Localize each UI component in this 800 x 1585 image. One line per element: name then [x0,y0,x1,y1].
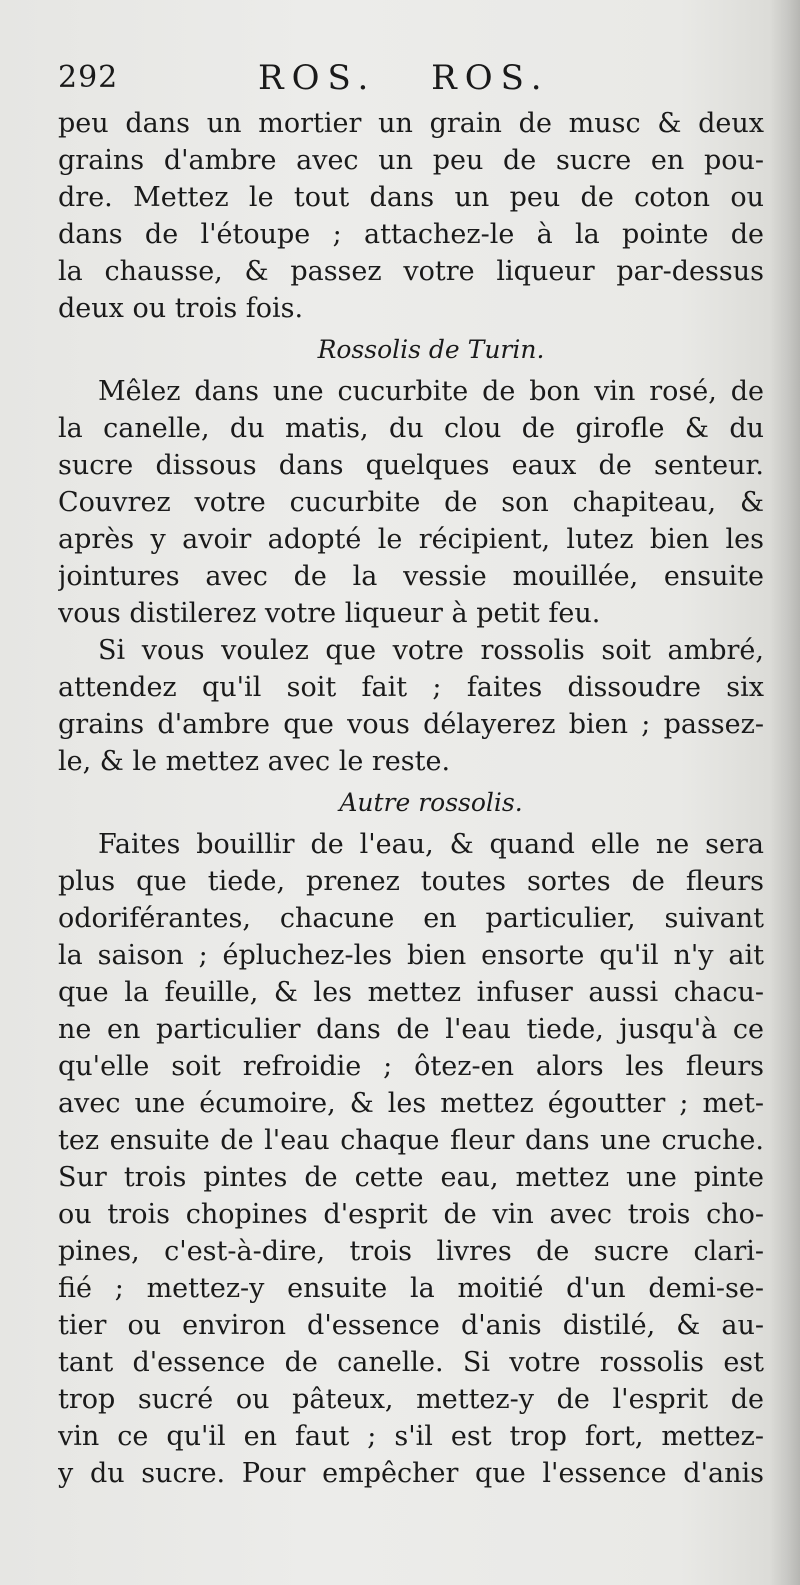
text-line: Mêlez dans une cucurbite de bon vin rosé, de [98,376,764,407]
text-line: vous distilerez votre liqueur à petit feu. [58,598,601,629]
page-edge-shadow [770,0,800,1585]
text-line: Sur trois pintes de cette eau, mettez une pinte [58,1162,764,1193]
page-number: 292 [58,60,119,95]
running-head: ROS. ROS. [258,58,550,98]
text-line: tant d'essence de canelle. Si votre rossolis est [58,1347,764,1378]
text-line: grains d'ambre que vous délayerez bien ; passez- [58,709,764,740]
text-line: sucre dissous dans quelques eaux de senteur. [58,450,764,481]
text-line: qu'elle soit refroidie ; ôtez-en alors les fleurs [58,1051,764,1082]
text-line: la chausse, & passez votre liqueur par-dessus [58,256,764,287]
text-line: Faites bouillir de l'eau, & quand elle ne sera [98,829,764,860]
text-line: dans de l'étoupe ; attachez-le à la pointe de [58,219,764,250]
text-line: y du sucre. Pour empêcher que l'essence d'anis [58,1458,764,1489]
text-line: plus que tiede, prenez toutes sortes de fleurs [58,866,764,897]
text-line: Si vous voulez que votre rossolis soit ambré, [98,635,764,666]
text-line: trop sucré ou pâteux, mettez-y de l'esprit de [58,1384,764,1415]
page-header [58,60,758,110]
text-line: tez ensuite de l'eau chaque fleur dans une cruche. [58,1125,764,1156]
text-line: peu dans un mortier un grain de musc & deux [58,108,764,139]
section-heading: Autre rossolis. [339,788,523,817]
text-line: fié ; mettez-y ensuite la moitié d'un demi-se- [58,1273,764,1304]
text-line: deux ou trois fois. [58,293,304,324]
text-line: dre. Mettez le tout dans un peu de coton ou [58,182,764,213]
text-line: ne en particulier dans de l'eau tiede, jusqu'à ce [58,1014,764,1045]
text-line: ou trois chopines d'esprit de vin avec trois cho- [58,1199,764,1230]
text-line: la saison ; épluchez-les bien ensorte qu'il n'y ait [58,940,764,971]
text-line: avec une écumoire, & les mettez égoutter ; met- [58,1088,764,1119]
text-line: attendez qu'il soit fait ; faites dissoudre six [58,672,764,703]
page-body [58,105,764,1492]
text-line: Couvrez votre cucurbite de son chapiteau, & [58,487,764,518]
section-heading: Rossolis de Turin. [317,335,545,364]
text-line: pines, c'est-à-dire, trois livres de sucre clari- [58,1236,764,1267]
text-line: le, & le mettez avec le reste. [58,746,451,777]
text-line: tier ou environ d'essence d'anis distilé, & au- [58,1310,764,1341]
text-line: odoriférantes, chacune en particulier, suivant [58,903,764,934]
text-line: que la feuille, & les mettez infuser aussi chacu- [58,977,764,1008]
text-line: grains d'ambre avec un peu de sucre en pou- [58,145,764,176]
text-line: vin ce qu'il en faut ; s'il est trop fort, mettez- [58,1421,764,1452]
text-line: la canelle, du matis, du clou de girofle & du [58,413,764,444]
text-line: après y avoir adopté le récipient, lutez bien les [58,524,764,555]
text-line: jointures avec de la vessie mouillée, ensuite [58,561,764,592]
